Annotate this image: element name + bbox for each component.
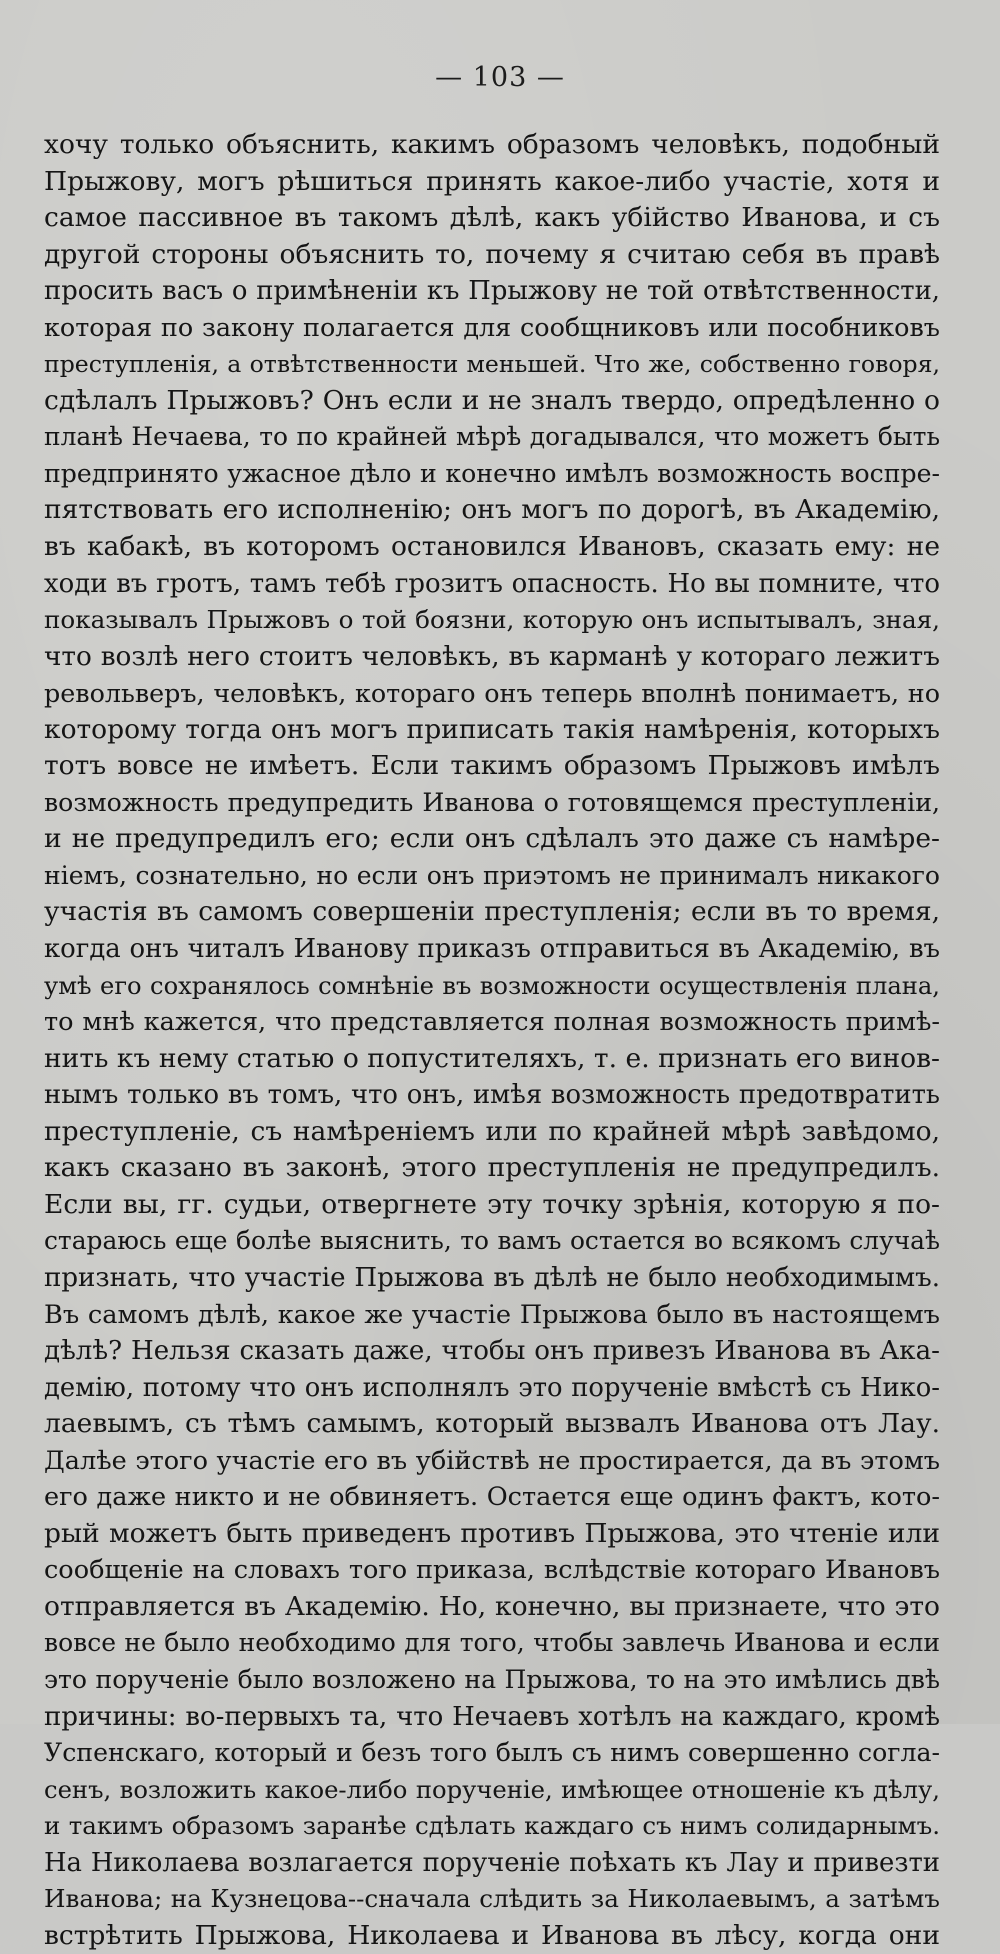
text-line: демію, потому что онъ исполнялъ это порученіе вмѣстѣ съ Нико- <box>44 1372 940 1403</box>
text-line: и не предупредилъ его; если онъ сдѣлалъ это даже съ намѣре- <box>44 823 940 855</box>
text-line: ніемъ, сознательно, но если онъ приэтомъ не принималъ никакого <box>44 860 940 890</box>
text-line: встрѣтить Прыжова, Николаева и Иванова въ лѣсу, когда они <box>44 1919 940 1951</box>
text-line: револьверъ, человѣкъ, котораго онъ теперь вполнѣ понимаетъ, но <box>44 678 940 709</box>
text-line: Успенскаго, который и безъ того былъ съ нимъ совершенно согла- <box>44 1738 940 1768</box>
text-line: тотъ вовсе не имѣетъ. Если такимъ образомъ Прыжовъ имѣлъ <box>44 750 940 782</box>
body-text <box>44 127 940 1954</box>
text-line: показывалъ Прыжовъ о той боязни, которую онъ испытывалъ, зная, <box>44 605 940 635</box>
text-line: пятствовать его исполненію; онъ могъ по дорогѣ, въ Академію, <box>44 494 940 526</box>
text-line: нымъ только въ томъ, что онъ, имѣя возможность предотвратить <box>44 1080 940 1111</box>
text-line: вовсе не было необходимо для того, чтобы завлечь Иванова и если <box>44 1628 940 1658</box>
text-line: рый можетъ быть приведенъ противъ Прыжова, это чтеніе или <box>44 1517 940 1549</box>
text-line: Въ самомъ дѣлѣ, какое же участіе Прыжова было въ настоящемъ <box>44 1299 940 1330</box>
text-line: дѣлѣ? Нельзя сказать даже, чтобы онъ привезъ Иванова въ Ака- <box>44 1336 940 1367</box>
text-line: Если вы, гг. судьи, отвергнете эту точку зрѣнія, которую я по- <box>44 1188 940 1220</box>
text-line: хочу только объяснить, какимъ образомъ человѣкъ, подобный <box>44 129 940 160</box>
text-line: самое пассивное въ такомъ дѣлѣ, какъ убійство Иванова, и съ <box>44 202 940 234</box>
text-line: предпринято ужасное дѣло и конечно имѣлъ возможность воспре- <box>44 458 940 488</box>
text-line: умѣ его сохранялось сомнѣніе въ возможности осуществленія плана, <box>44 971 940 1000</box>
text-line: что возлѣ него стоитъ человѣкъ, въ карманѣ у котораго лежитъ <box>44 641 940 672</box>
text-line: просить васъ о примѣненіи къ Прыжову не той отвѣтственности, <box>44 276 940 307</box>
text-line: ходи въ гротъ, тамъ тебѣ грозитъ опасность. Но вы помните, что <box>44 568 940 599</box>
text-line: причины: во-первыхъ та, что Нечаевъ хотѣлъ на каждаго, кромѣ <box>44 1701 940 1732</box>
text-line: которому тогда онъ могъ приписать такія намѣренія, которыхъ <box>44 713 940 745</box>
text-line: отправляется въ Академію. Но, конечно, вы признаете, что это <box>44 1590 940 1622</box>
text-line: сенъ, возложить какое-либо порученіе, имѣющее отношеніе къ дѣлу, <box>44 1774 940 1804</box>
text-line: какъ сказано въ законѣ, этого преступленія не предупредилъ. <box>44 1152 940 1184</box>
text-line: и такимъ образомъ заранѣе сдѣлать каждаго съ нимъ солидарнымъ. <box>44 1811 940 1841</box>
page-number: — 103 — <box>435 62 565 93</box>
text-line: стараюсь еще болѣе выяснить, то вамъ остается во всякомъ случаѣ <box>44 1226 940 1256</box>
text-line: На Николаева возлагается порученіе поѣхать къ Лау и привезти <box>44 1847 940 1878</box>
text-line: нить къ нему статью о попустителяхъ, т. е. признать его винов- <box>44 1042 940 1074</box>
text-line: Прыжову, могъ рѣшиться принять какое-либо участіе, хотя и <box>44 165 940 197</box>
text-line: которая по закону полагается для сообщниковъ или пособниковъ <box>44 312 940 343</box>
text-line: признать, что участіе Прыжова въ дѣлѣ не было необходимымъ. <box>44 1262 940 1293</box>
text-line: когда онъ читалъ Иванову приказъ отправиться въ Академію, въ <box>44 934 940 965</box>
text-line: преступленія, а отвѣтственности меньшей. Что же, собственно говоря, <box>44 350 940 379</box>
text-line: это порученіе было возложено на Прыжова, то на это имѣлись двѣ <box>44 1664 940 1694</box>
text-line: въ кабакѣ, въ которомъ остановился Ивановъ, сказать ему: не <box>44 531 940 563</box>
text-line: планѣ Нечаева, то по крайней мѣрѣ догадывался, что можетъ быть <box>44 422 940 452</box>
text-line: участія въ самомъ совершеніи преступленія; если въ то время, <box>44 896 940 928</box>
text-line: преступленіе, съ намѣреніемъ или по крайней мѣрѣ завѣдомо, <box>44 1115 940 1147</box>
text-line: сообщеніе на словахъ того приказа, вслѣдствіе котораго Ивановъ <box>44 1555 940 1586</box>
text-line: то мнѣ кажется, что представляется полная возможность примѣ- <box>44 1007 940 1038</box>
text-line: Иванова; на Кузнецова--сначала слѣдить за Николаевымъ, а затѣмъ <box>44 1884 940 1914</box>
text-line: лаевымъ, съ тѣмъ самымъ, который вызвалъ Иванова отъ Лау. <box>44 1408 940 1440</box>
text-line: возможность предупредить Иванова о готовящемся преступленіи, <box>44 787 940 817</box>
text-line: другой стороны объяснить то, почему я считаю себя въ правѣ <box>44 238 940 270</box>
text-line: Далѣе этого участіе его въ убійствѣ не простирается, да въ этомъ <box>44 1445 940 1476</box>
text-line: его даже никто и не обвиняетъ. Остается еще одинъ фактъ, кото- <box>44 1482 940 1513</box>
text-line: сдѣлалъ Прыжовъ? Онъ если и не зналъ твердо, опредѣленно о <box>44 384 940 416</box>
